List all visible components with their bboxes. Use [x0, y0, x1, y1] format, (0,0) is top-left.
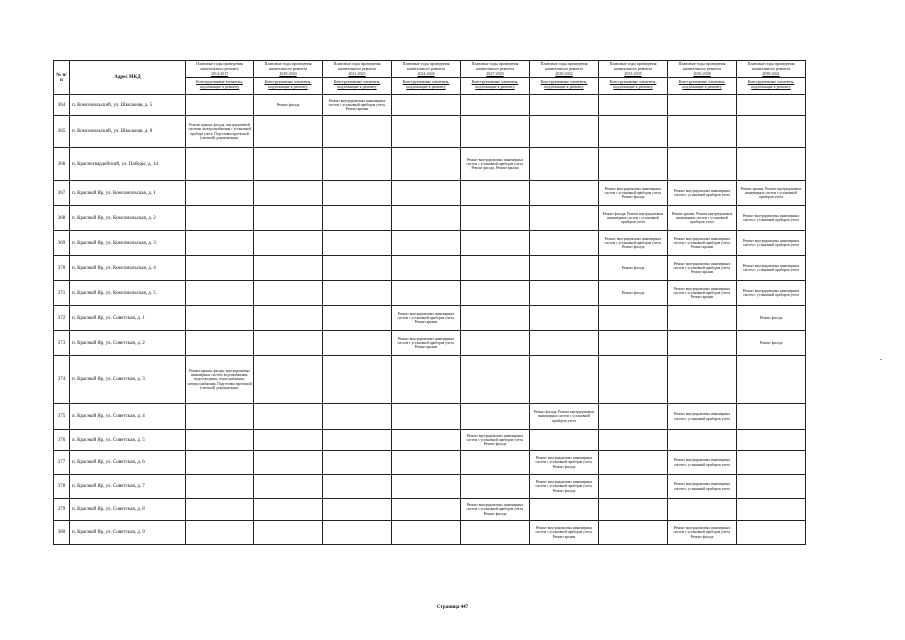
work-cell — [254, 148, 323, 181]
header-period-subtitle: Конструктивные элементы, подлежащие к ремонту — [737, 77, 805, 89]
work-cell — [530, 356, 599, 404]
header-period — [530, 61, 599, 95]
work-cell — [392, 281, 461, 306]
work-cell — [599, 148, 668, 181]
header-period-label: Плановые годы проведения капитального ремонта — [333, 61, 381, 71]
row-number: 380 — [54, 521, 70, 545]
header-period-years: 2039-2041 — [762, 71, 780, 76]
work-cell — [186, 430, 254, 451]
table-row — [54, 430, 806, 451]
work-cell — [530, 95, 599, 116]
work-cell: Ремонт внутридомовых инженерных систем с установкой приборов учета — [737, 281, 806, 306]
table-row — [54, 231, 806, 256]
work-cell — [254, 206, 323, 231]
header-period — [254, 61, 323, 95]
work-cell — [254, 521, 323, 545]
work-cell — [737, 404, 806, 430]
header-period-label: Плановые годы проведения капитального ремонта — [471, 61, 519, 71]
work-cell — [461, 475, 530, 499]
work-cell: Ремонт внутридомовых инженерных систем с установкой приборов учета — [668, 404, 737, 430]
work-cell: Ремонт внутридомовых инженерных систем с установкой приборов учета — [668, 475, 737, 499]
work-cell: Ремонт фасада — [737, 331, 806, 356]
capital-repair-schedule-table — [53, 60, 806, 545]
work-cell — [461, 256, 530, 281]
header-period-subtitle: Конструктивные элементы, подлежащие к ремонту — [530, 77, 598, 89]
work-cell: Ремонт внутридомовых инженерных систем с установкой приборов учета, Ремонт крыши — [530, 521, 599, 545]
work-cell: Ремонт внутридомовых инженерных систем с установкой приборов учета — [737, 256, 806, 281]
work-cell — [392, 430, 461, 451]
work-cell — [254, 451, 323, 475]
work-cell — [392, 206, 461, 231]
work-cell: Ремонт внутридомовых инженерных систем с установкой приборов учета, Ремонт крыши — [392, 331, 461, 356]
row-number: 372 — [54, 306, 70, 331]
work-cell — [530, 148, 599, 181]
work-cell — [323, 206, 392, 231]
header-period-label: Плановые годы проведения капитального ремонта — [678, 61, 726, 71]
header-period — [737, 61, 806, 95]
work-cell — [737, 499, 806, 521]
work-cell — [737, 95, 806, 116]
table-row — [54, 148, 806, 181]
work-cell — [599, 521, 668, 545]
work-cell — [392, 181, 461, 206]
work-cell — [323, 404, 392, 430]
row-address: п. Красный Яр, ул. Советская, д. 4 — [70, 404, 186, 430]
row-address: п. Красный Яр, ул. Советская, д. 2 — [70, 331, 186, 356]
row-number: 377 — [54, 451, 70, 475]
work-cell: Ремонт внутридомовых инженерных систем с установкой приборов учета, Ремонт крыши — [323, 95, 392, 116]
row-number: 378 — [54, 475, 70, 499]
table-row — [54, 281, 806, 306]
header-period-label: Плановые годы проведения капитального ремонта — [264, 61, 312, 71]
row-address: п. Красный Яр, ул. Комсомольская, д. 5 — [70, 281, 186, 306]
row-number: 376 — [54, 430, 70, 451]
work-cell — [186, 95, 254, 116]
work-cell — [186, 256, 254, 281]
work-cell — [461, 206, 530, 231]
table-row — [54, 404, 806, 430]
work-cell — [737, 148, 806, 181]
row-address: п. Красный Яр, ул. Советская, д. 9 — [70, 521, 186, 545]
header-period-subtitle: Конструктивные элементы, подлежащие к ремонту — [392, 77, 460, 89]
work-cell: Ремонт внутридомовых инженерных систем с установкой приборов учета, Ремонт крыши — [392, 306, 461, 331]
work-cell — [668, 116, 737, 148]
work-cell: Ремонт внутридомовых инженерных систем с установкой приборов учета — [737, 231, 806, 256]
header-period-years: 2021-2023 — [348, 71, 366, 76]
row-address: п. Красный Яр, ул. Советская, д. 8 — [70, 499, 186, 521]
row-number: 375 — [54, 404, 70, 430]
header-period-years: 2014-2017 — [210, 71, 229, 76]
work-cell — [668, 95, 737, 116]
work-cell: Ремонт крыши, Ремонт внутридомовых инженерных систем с установкой приборов учета — [737, 181, 806, 206]
table-row — [54, 451, 806, 475]
table-row — [54, 331, 806, 356]
row-address: п. Красный Яр, ул. Советская, д. 1 — [70, 306, 186, 331]
work-cell — [392, 95, 461, 116]
work-cell — [392, 231, 461, 256]
work-cell — [530, 331, 599, 356]
work-cell — [599, 451, 668, 475]
work-cell — [461, 451, 530, 475]
page-number: Страница 447 — [436, 605, 469, 610]
work-cell — [737, 451, 806, 475]
header-period-label: Плановые годы проведения капитального ремонта — [609, 61, 657, 71]
work-cell — [254, 116, 323, 148]
work-cell — [186, 404, 254, 430]
work-cell — [254, 475, 323, 499]
header-period-label: Плановые годы проведения капитального ремонта — [196, 61, 243, 71]
table-row — [54, 181, 806, 206]
work-cell — [530, 181, 599, 206]
row-address: п. Красногвардейский, ул. Победы, д. 14 — [70, 148, 186, 181]
row-number: 364 — [54, 95, 70, 116]
work-cell — [392, 116, 461, 148]
row-address: п. Красный Яр, ул. Комсомольская, д. 3 — [70, 231, 186, 256]
work-cell — [530, 499, 599, 521]
row-number: 373 — [54, 331, 70, 356]
work-cell: Ремонт крыши, фасада, внутридомовой системы электроснабжения с установкой прибора учета. Подготовка проектной (сметной) документации. — [186, 116, 254, 148]
work-cell: Ремонт внутридомовых инженерных систем с установкой приборов учета, Ремонт фасада — [668, 521, 737, 545]
work-cell — [461, 356, 530, 404]
work-cell — [392, 356, 461, 404]
work-cell: Ремонт внутридомовых инженерных систем с установкой приборов учета — [668, 181, 737, 206]
work-cell — [461, 404, 530, 430]
work-cell: Ремонт фасада — [254, 95, 323, 116]
table-row — [54, 521, 806, 545]
work-cell — [323, 430, 392, 451]
table-row — [54, 256, 806, 281]
work-cell — [668, 430, 737, 451]
header-period — [323, 61, 392, 95]
table-row — [54, 499, 806, 521]
work-cell — [186, 331, 254, 356]
work-cell — [186, 451, 254, 475]
work-cell: Ремонт внутридомовых инженерных систем с установкой приборов учета, Ремонт фасада — [530, 475, 599, 499]
work-cell — [323, 499, 392, 521]
row-number: 379 — [54, 499, 70, 521]
work-cell — [392, 256, 461, 281]
header-period — [392, 61, 461, 95]
work-cell — [323, 331, 392, 356]
work-cell — [186, 181, 254, 206]
table-row — [54, 356, 806, 404]
work-cell — [599, 430, 668, 451]
work-cell — [668, 499, 737, 521]
work-cell: Ремонт внутридомовых инженерных систем с установкой приборов учета — [668, 451, 737, 475]
header-period-subtitle: Конструктивные элементы, подлежащие к ремонту — [254, 77, 322, 89]
work-cell — [323, 116, 392, 148]
work-cell — [186, 231, 254, 256]
work-cell — [461, 306, 530, 331]
work-cell — [186, 281, 254, 306]
header-period-subtitle: Конструктивные элементы, подлежащие к ремонту — [323, 77, 391, 89]
header-period — [599, 61, 668, 95]
work-cell — [254, 181, 323, 206]
header-period-subtitle: Конструктивные элементы, подлежащие к ремонту — [668, 77, 736, 89]
work-cell — [323, 231, 392, 256]
header-period-years: 2024-2026 — [417, 71, 435, 76]
row-number: 365 — [54, 116, 70, 148]
work-cell — [599, 116, 668, 148]
row-address: п. Красный Яр, ул. Комсомольская, д. 2 — [70, 206, 186, 231]
work-cell — [599, 499, 668, 521]
row-address: п. Красный Яр, ул. Комсомольская, д. 4 — [70, 256, 186, 281]
table-row — [54, 95, 806, 116]
work-cell — [323, 306, 392, 331]
work-cell — [737, 116, 806, 148]
work-cell — [254, 281, 323, 306]
work-cell — [668, 356, 737, 404]
work-cell — [668, 306, 737, 331]
row-address: п. Красный Яр, ул. Советская, д. 5 — [70, 430, 186, 451]
work-cell: Ремонт внутридомовых инженерных систем с установкой приборов учета, Ремонт фасада — [461, 499, 530, 521]
header-period-subtitle: Конструктивные элементы, подлежащие к ремонту — [599, 77, 667, 89]
work-cell — [254, 499, 323, 521]
work-cell — [186, 206, 254, 231]
work-cell — [186, 306, 254, 331]
work-cell — [254, 404, 323, 430]
work-cell: Ремонт внутридомовых инженерных систем с установкой приборов учета, Ремонт крыши — [668, 281, 737, 306]
work-cell — [530, 256, 599, 281]
work-cell — [461, 116, 530, 148]
work-cell: Ремонт внутридомовых инженерных систем с установкой приборов учета, Ремонт фасада — [599, 181, 668, 206]
work-cell: Ремонт внутридомовых инженерных систем с установкой приборов учета, Ремонт крыши — [668, 256, 737, 281]
row-address: п. Красный Яр, ул. Комсомольская, д. 1 — [70, 181, 186, 206]
work-cell: Ремонт крыши, Ремонт внутридомовых инженерных систем с установкой приборов учета — [668, 206, 737, 231]
header-period — [668, 61, 737, 95]
header-period-years: 2036-2038 — [693, 71, 711, 76]
work-cell — [530, 206, 599, 231]
work-cell — [186, 521, 254, 545]
work-cell: Ремонт внутридомовых инженерных систем с установкой приборов учета, Ремонт фасада, Ремонт крыши — [461, 148, 530, 181]
work-cell: Ремонт фасада, Ремонт внутридомовых инженерных систем с установкой приборов учета — [530, 404, 599, 430]
table-row — [54, 206, 806, 231]
work-cell: Ремонт внутридомовых инженерных систем с установкой приборов учета, Ремонт фасада — [530, 451, 599, 475]
row-address: п. Комсомольский, ул. Школьная, д. 5 — [70, 95, 186, 116]
work-cell — [599, 331, 668, 356]
header-period-label: Плановые годы проведения капитального ремонта — [747, 61, 795, 71]
row-address: п. Красный Яр, ул. Советская, д. 7 — [70, 475, 186, 499]
row-number: 370 — [54, 256, 70, 281]
work-cell — [254, 231, 323, 256]
row-number: 371 — [54, 281, 70, 306]
header-period-label: Плановые годы проведения капитального ремонта — [540, 61, 588, 71]
row-number: 367 — [54, 181, 70, 206]
work-cell — [668, 148, 737, 181]
work-cell — [461, 331, 530, 356]
work-cell: Ремонт фасада — [599, 281, 668, 306]
work-cell — [254, 306, 323, 331]
table-row — [54, 475, 806, 499]
header-period-subtitle: Конструктивные элементы, подлежащие к ремонту — [461, 77, 529, 89]
header-number: № п/п — [54, 61, 70, 95]
header-period-subtitle: Конструктивные элементы, подлежащие к ремонту — [186, 77, 253, 89]
table-body — [54, 95, 806, 545]
row-number: 369 — [54, 231, 70, 256]
work-cell — [461, 181, 530, 206]
work-cell — [323, 356, 392, 404]
work-cell — [530, 281, 599, 306]
work-cell — [254, 430, 323, 451]
work-cell: Ремонт внутридомовых инженерных систем с установкой приборов учета, Ремонт крыши — [668, 231, 737, 256]
work-cell — [599, 475, 668, 499]
row-number: 366 — [54, 148, 70, 181]
work-cell — [668, 331, 737, 356]
work-cell — [254, 331, 323, 356]
work-cell — [254, 256, 323, 281]
table-row — [54, 116, 806, 148]
header-row — [54, 61, 806, 95]
work-cell — [461, 521, 530, 545]
header-period — [186, 61, 254, 95]
work-cell — [392, 475, 461, 499]
row-number: 368 — [54, 206, 70, 231]
work-cell — [392, 148, 461, 181]
work-cell — [186, 475, 254, 499]
header-period-label: Плановые годы проведения капитального ремонта — [402, 61, 450, 71]
work-cell — [392, 521, 461, 545]
work-cell: Ремонт внутридомовых инженерных систем с установкой приборов учета, Ремонт фасада — [461, 430, 530, 451]
work-cell: Ремонт фасада — [599, 256, 668, 281]
scan-mark — [880, 359, 882, 360]
work-cell — [254, 356, 323, 404]
work-cell — [599, 95, 668, 116]
work-cell — [323, 451, 392, 475]
work-cell: Ремонт фасада — [737, 306, 806, 331]
work-cell — [392, 404, 461, 430]
header-period-years: 2027-2029 — [486, 71, 504, 76]
work-cell — [530, 116, 599, 148]
row-number: 374 — [54, 356, 70, 404]
row-address: п. Красный Яр, ул. Советская, д. 6 — [70, 451, 186, 475]
work-cell — [737, 430, 806, 451]
header-period-years: 2030-2032 — [555, 71, 573, 76]
work-cell — [323, 181, 392, 206]
work-cell: Ремонт внутридомовых инженерных систем с установкой приборов учета, Ремонт фасада — [599, 231, 668, 256]
work-cell — [530, 306, 599, 331]
work-cell — [737, 356, 806, 404]
work-cell: Ремонт крыши, фасада, внутридомовых инженерных систем: водоснабжения, водоотведения, теплоснабжения, электроснабжения. Подготовка проектной (сметной) документации. — [186, 356, 254, 404]
work-cell — [323, 521, 392, 545]
work-cell — [323, 281, 392, 306]
work-cell — [186, 499, 254, 521]
work-cell — [323, 256, 392, 281]
work-cell — [461, 95, 530, 116]
work-cell: Ремонт внутридомовых инженерных систем с установкой приборов учета — [737, 206, 806, 231]
work-cell — [530, 231, 599, 256]
work-cell — [599, 306, 668, 331]
work-cell — [737, 475, 806, 499]
work-cell: Ремонт фасада, Ремонт внутридомовых инженерных систем с установкой приборов учета — [599, 206, 668, 231]
header-address: Адрес МКД — [70, 61, 186, 95]
work-cell — [530, 430, 599, 451]
header-period-years: 2018-2020 — [279, 71, 297, 76]
work-cell — [323, 148, 392, 181]
row-address: п. Комсомольский, ул. Школьная, д. 8 — [70, 116, 186, 148]
header-period — [461, 61, 530, 95]
work-cell — [392, 451, 461, 475]
work-cell — [599, 356, 668, 404]
work-cell — [737, 521, 806, 545]
work-cell — [461, 231, 530, 256]
work-cell — [461, 281, 530, 306]
work-cell — [599, 404, 668, 430]
work-cell — [392, 499, 461, 521]
work-cell — [323, 475, 392, 499]
row-address: п. Красный Яр, ул. Советская, д. 3 — [70, 356, 186, 404]
table-row — [54, 306, 806, 331]
work-cell — [186, 148, 254, 181]
header-period-years: 2033-2035 — [624, 71, 642, 76]
